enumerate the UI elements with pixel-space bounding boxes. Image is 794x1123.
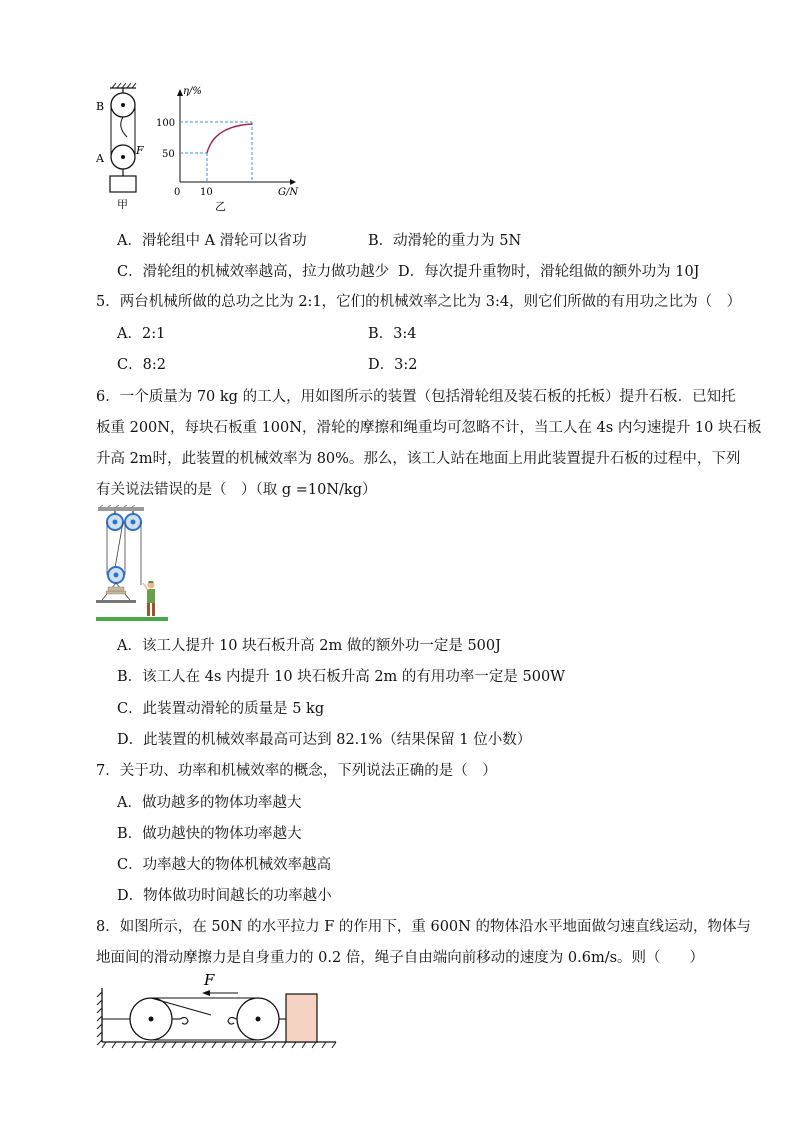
q6-line-2: 板重 200N，每块石板重 100N，滑轮的摩擦和绳重均可忽略不计，当工人在 4s 内匀速提升 10 块石板 [96,420,762,436]
q6-line-4: 有关说法错误的是（ ）（取 g =10N/kg） [96,482,377,498]
q5-stem: 5．两台机械所做的总功之比为 2:1，它们的机械效率之比为 3:4，则它们所做的有用功之比为（ ） [96,294,742,310]
q8-line-1: 8．如图所示，在 50N 的水平拉力 F 的作用下，重 600N 的物体沿水平地面做匀速直线运动，物体与 [96,919,751,935]
figure-horizontal-pulley [96,970,341,1052]
graph-y100: 100 [156,118,176,129]
graph-xlabel: G/N [278,187,299,198]
graph-y50: 50 [162,149,175,160]
figure-pulley-efficiency [90,82,320,214]
q6-option-a: A．该工人提升 10 块石板升高 2m 做的额外功一定是 500J [117,638,501,654]
graph-x10: 10 [200,187,213,198]
label-b: B [96,100,105,113]
q7-option-b: B．做功越快的物体功率越大 [117,826,302,842]
q5-option-c: C．8:2 [117,357,166,373]
q8-figure-f: F [204,971,215,989]
q6-line-3: 升高 2m时，此装置的机械效率为 80%。那么，该工人站在地面上用此装置提升石板的过程中，下列 [96,451,741,467]
q5-option-a: A．2:1 [117,326,166,342]
graph-origin: 0 [174,187,181,198]
caption-jia: 甲 [117,198,128,211]
q7-option-a: A．做功越多的物体功率越大 [117,795,302,811]
graph-ylabel: η/% [183,86,202,97]
q6-option-c: C．此装置动滑轮的质量是 5 kg [117,701,325,717]
figure-stone-lift [96,505,170,625]
q7-stem: 7．关于功、功率和机械效率的概念，下列说法正确的是（ ） [96,763,497,779]
caption-yi: 乙 [215,200,226,213]
q7-option-c: C．功率越大的物体机械效率越高 [117,857,332,873]
q6-option-b: B．该工人在 4s 内提升 10 块石板升高 2m 的有用功率一定是 500W [117,669,566,685]
q6-option-d: D．此装置的机械效率最高可达到 82.1%（结果保留 1 位小数） [117,732,532,748]
q4-option-b: B．动滑轮的重力为 5N [368,233,522,249]
q4-option-d: D．每次提升重物时，滑轮组做的额外功为 10J [398,264,700,280]
q6-line-1: 6．一个质量为 70 kg 的工人，用如图所示的装置（包括滑轮组及装石板的托板）提升石板．已知托 [96,389,736,405]
label-f: F [136,144,144,157]
q5-option-d: D．3:2 [368,357,418,373]
label-a: A [96,152,104,165]
q4-option-c: C．滑轮组的机械效率越高，拉力做功越少 [117,264,390,280]
q7-option-d: D．物体做功时间越长的功率越小 [117,888,332,904]
q8-line-2: 地面间的滑动摩擦力是自身重力的 0.2 倍，绳子自由端向前移动的速度为 0.6m/s。则（ ） [96,950,705,966]
q5-option-b: B．3:4 [368,326,417,342]
q4-option-a: A．滑轮组中 A 滑轮可以省功 [117,233,307,249]
